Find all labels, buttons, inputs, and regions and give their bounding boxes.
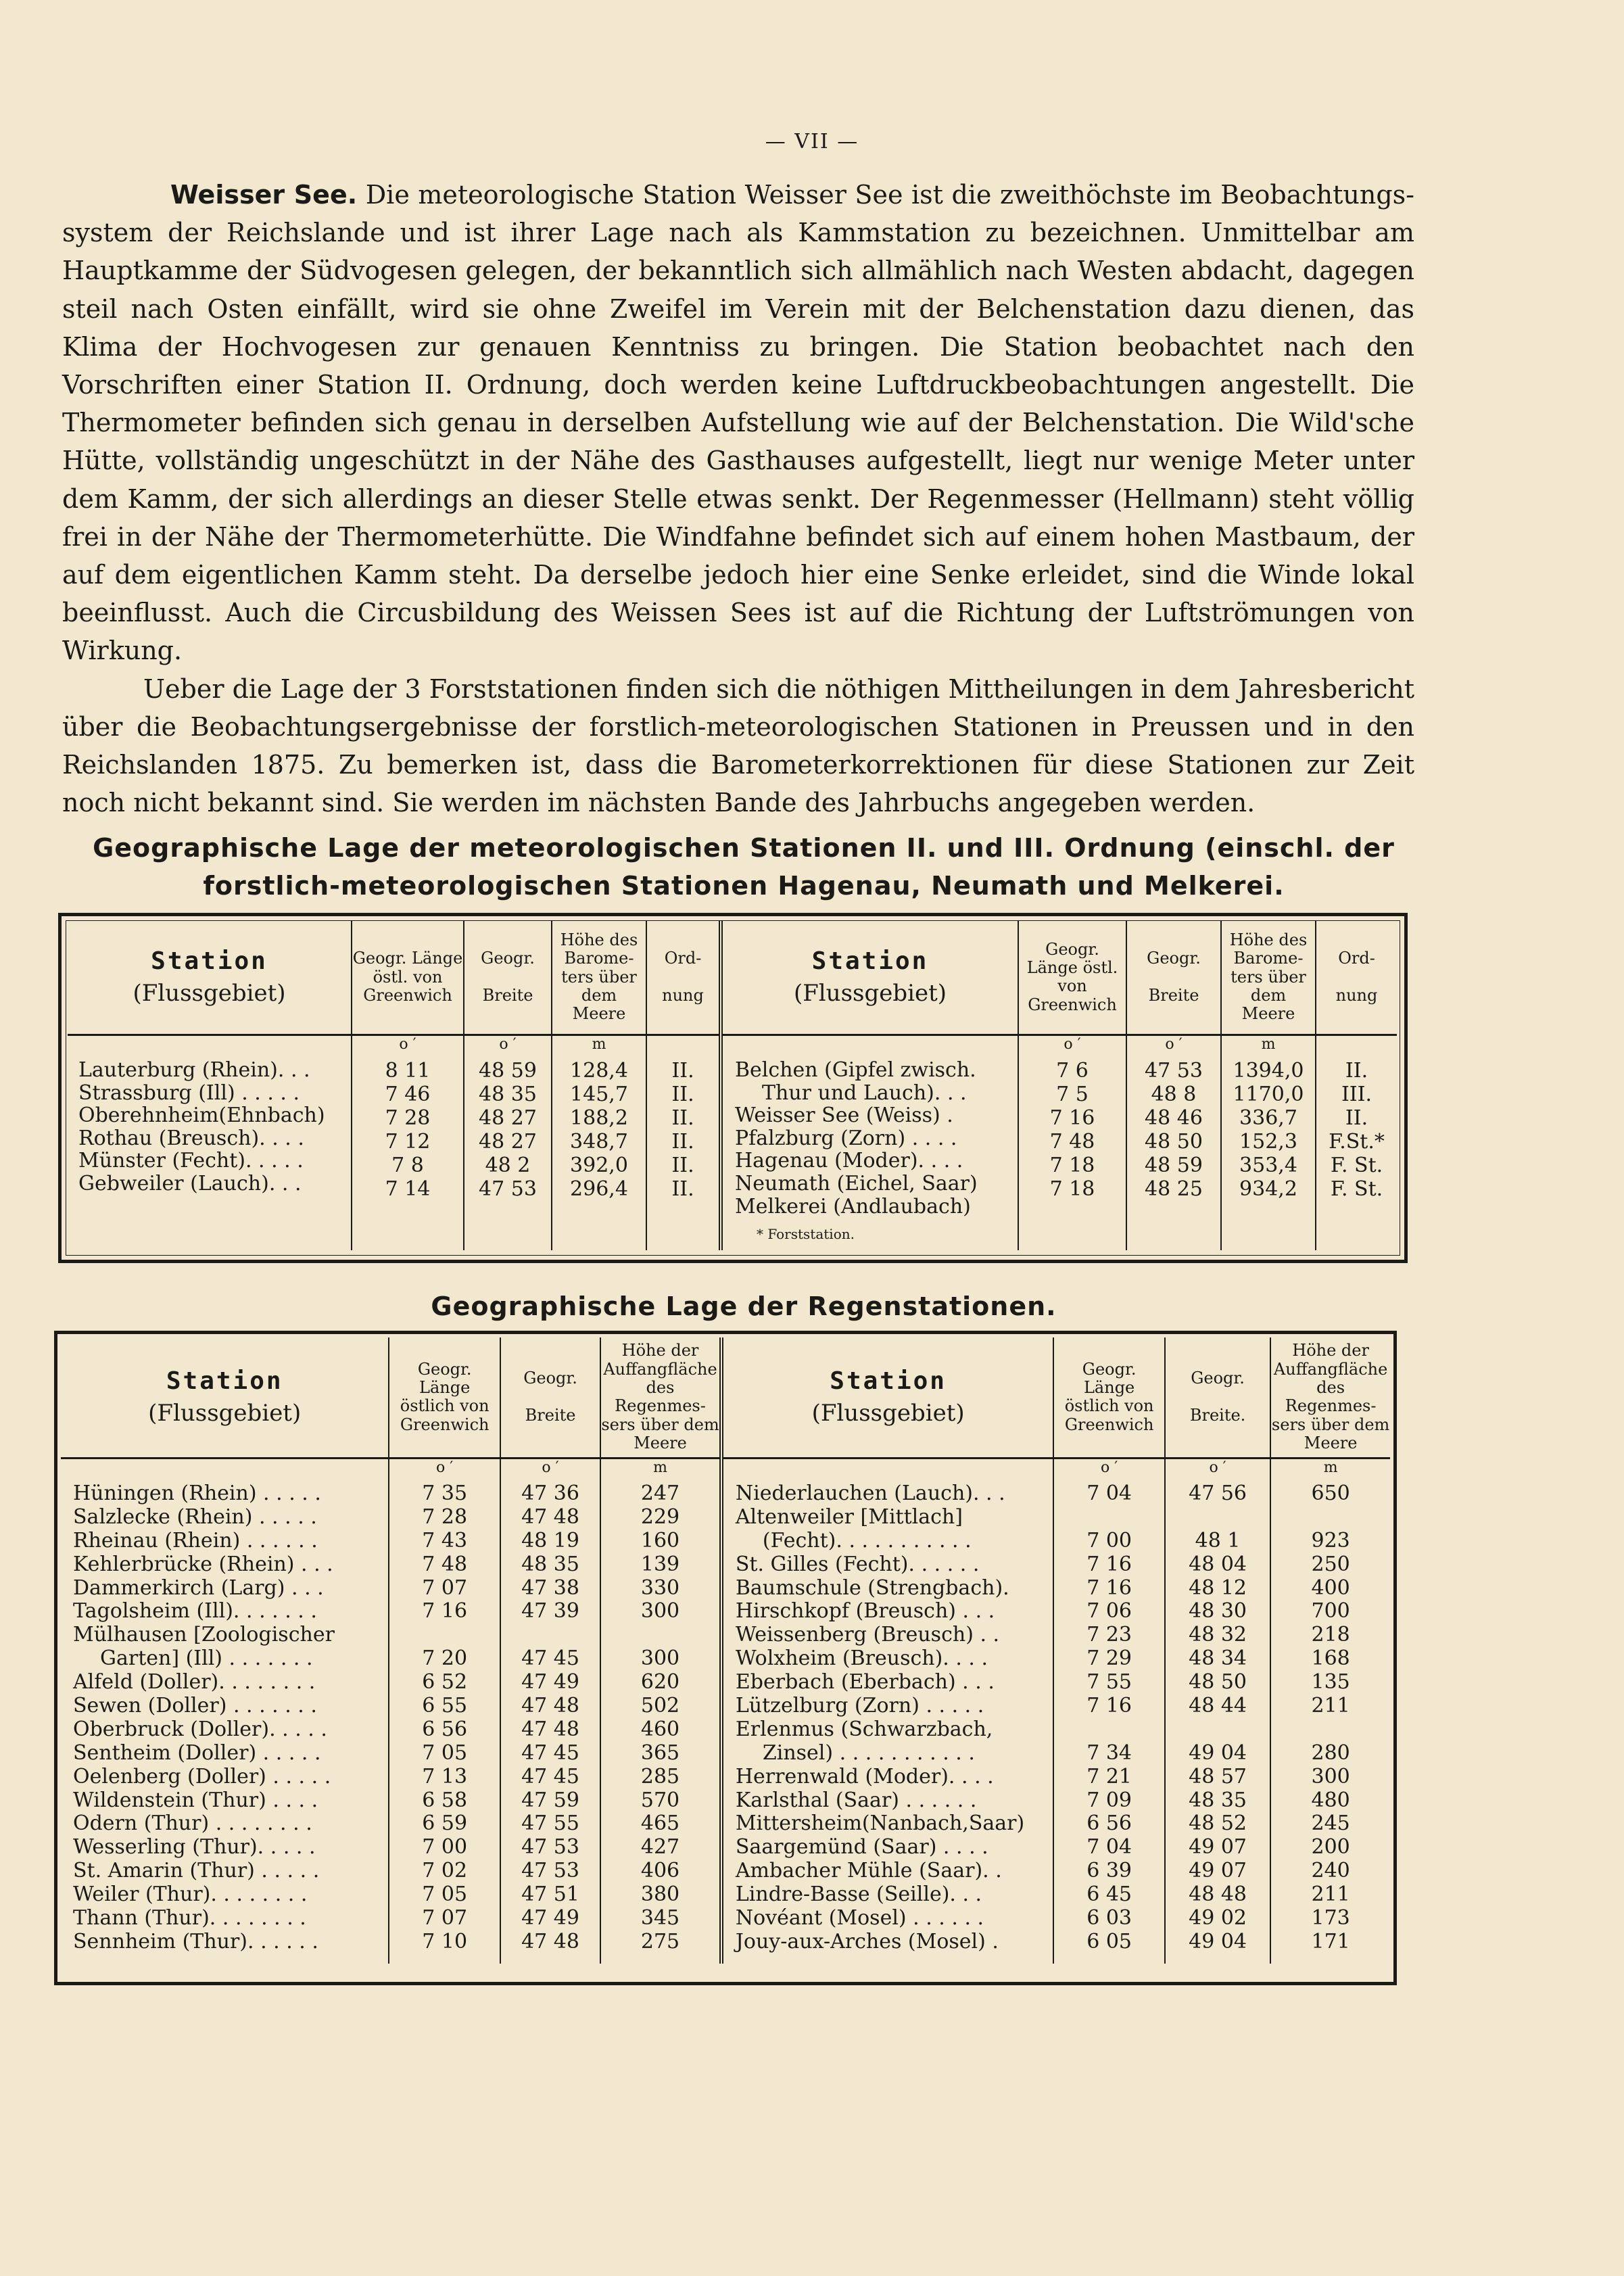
hoehe-cell-right: 300 (1311, 1764, 1350, 1788)
hoehe-cell: 188,2 (570, 1106, 628, 1130)
breite-cell-right: 48 1 (1195, 1528, 1241, 1552)
hoehe-cell-right: 923 (1311, 1528, 1350, 1552)
station-cell: Kehlerbrücke (Rhein) . . . (73, 1552, 333, 1576)
breite-cell: 47 53 (479, 1177, 537, 1201)
station-list-right (721, 1059, 1018, 1218)
laenge-cell: 7 28 (422, 1504, 468, 1529)
laenge-cell: 7 43 (422, 1528, 468, 1552)
laenge-cell-right: 7 21 (1086, 1764, 1132, 1788)
hoehe-cell-right: 250 (1311, 1552, 1350, 1576)
breite-cell: 47 38 (521, 1575, 579, 1600)
laenge-cell: 7 07 (422, 1575, 468, 1600)
hoehe-cell: 128,4 (570, 1059, 628, 1083)
laenge-cell-right: 6 56 (1086, 1811, 1132, 1836)
breite-cell: 47 53 (521, 1835, 579, 1859)
laenge-cell: 6 56 (422, 1717, 468, 1741)
laenge-cell-right: 7 6 (1056, 1059, 1089, 1083)
station-cell-right: Thur und Lauch). . . (762, 1081, 967, 1105)
hoehe-cell-right: 700 (1311, 1599, 1350, 1623)
hoehe-cell-right: 200 (1311, 1835, 1350, 1859)
laenge-cell-right: 7 04 (1086, 1835, 1132, 1859)
station-cell: Mülhausen [Zoologischer (73, 1623, 335, 1647)
unit-meter: m (1221, 1035, 1316, 1059)
col-station: Station (Flussgebiet) (61, 1337, 389, 1458)
station-cell-right: (Fecht). . . . . . . . . . . (762, 1528, 972, 1552)
col-laenge-right: Geogr. Länge östl. von Greenwich (1018, 921, 1126, 1035)
hoehe-cell: 427 (640, 1835, 680, 1859)
hoehe-list (552, 1059, 646, 1218)
laenge-cell: 7 35 (422, 1481, 468, 1505)
laenge-cell-right: 6 03 (1086, 1906, 1132, 1930)
laenge-cell-right: 7 09 (1086, 1788, 1132, 1812)
breite-cell-right: 48 46 (1145, 1106, 1203, 1130)
col-station-right: Station (Flussgebiet) (721, 1337, 1054, 1458)
unit-deg-min: o ′ (1018, 1035, 1126, 1059)
station-cell: Gebweiler (Lauch). . . (78, 1171, 302, 1195)
station-cell: Oberbruck (Doller). . . . . (73, 1717, 327, 1741)
station-cell-right: Eberbach (Eberbach) . . . (735, 1670, 995, 1694)
breite-cell: 48 27 (479, 1130, 537, 1154)
unit-deg-min: o ′ (500, 1458, 600, 1482)
breite-cell: 47 49 (521, 1670, 579, 1694)
station-list-right (721, 1482, 1054, 1964)
breite-cell: 47 48 (521, 1717, 579, 1741)
hoehe-cell: 345 (640, 1906, 680, 1930)
breite-cell: 48 35 (521, 1552, 579, 1576)
unit-deg-min: o ′ (464, 1035, 552, 1059)
hoehe-cell: 365 (640, 1740, 680, 1765)
hoehe-cell: 160 (640, 1528, 680, 1552)
paragraph-text: Ueber die Lage der 3 Forststationen finden sich die nöthigen Mittheilungen in dem Jahresbericht über die Beobachtungsergebnisse der forstlich-meteorologischen Stationen in Preussen und in den Reichslanden 1875. Zu bemerken ist, dass die Barometerkorrektionen für diese Stationen zur Zeit noch nicht bekannt sind. Sie werden im nächsten Bande des Jahrbuchs angegeben werden. (62, 673, 1414, 818)
col-hoehe: Höhe der Auffangfläche des Regenmessers über dem Meere (600, 1337, 721, 1458)
station-cell-right: Jouy-aux-Arches (Mosel) . (735, 1929, 999, 1953)
laenge-cell: 6 59 (422, 1811, 468, 1836)
table2 (61, 1337, 1390, 1964)
breite-list-right (1126, 1059, 1221, 1218)
station-cell: Sewen (Doller) . . . . . . . (73, 1694, 317, 1718)
col-hoehe-right: Höhe der Auffangfläche des Regenmessers über dem Meere (1270, 1337, 1390, 1458)
breite-cell-right: 48 04 (1189, 1552, 1247, 1576)
unit-meter: m (552, 1035, 646, 1059)
laenge-cell: 7 14 (385, 1177, 431, 1201)
breite-cell-right: 48 48 (1189, 1882, 1247, 1907)
col-breite: Geogr. Breite (464, 921, 552, 1035)
unit-deg-min: o ′ (389, 1458, 500, 1482)
laenge-cell: 7 48 (422, 1552, 468, 1576)
hoehe-cell-right: 211 (1311, 1882, 1350, 1907)
laenge-list-right (1053, 1482, 1165, 1964)
breite-cell-right: 48 59 (1145, 1154, 1203, 1177)
breite-cell-right: 49 02 (1189, 1906, 1247, 1930)
station-cell: Strassburg (Ill) . . . . . (78, 1081, 300, 1105)
ordnung-cell-right: II. (1345, 1059, 1368, 1083)
laenge-cell: 7 13 (422, 1764, 468, 1788)
hoehe-list-right (1221, 1059, 1316, 1218)
station-cell: Tagolsheim (Ill). . . . . . . (73, 1599, 317, 1623)
laenge-cell-right: 6 45 (1086, 1882, 1132, 1907)
station-cell: Oelenberg (Doller) . . . . . (73, 1764, 331, 1788)
breite-cell: 47 36 (521, 1481, 579, 1505)
laenge-cell: 7 20 (422, 1646, 468, 1671)
station-cell-right: St. Gilles (Fecht). . . . . . (735, 1552, 980, 1576)
laenge-cell (389, 1623, 500, 1647)
laenge-cell: 7 05 (422, 1882, 468, 1907)
station-cell-right: Erlenmus (Schwarzbach, (735, 1717, 993, 1741)
station-cell-right: Belchen (Gipfel zwisch. (735, 1058, 976, 1082)
breite-cell: 47 45 (521, 1646, 579, 1671)
station-cell-right: Melkerei (Andlaubach) (735, 1194, 971, 1218)
table2-units-row (61, 1458, 1390, 1482)
hoehe-cell-right: 168 (1311, 1646, 1350, 1671)
col-ordnung-right: Ord- nung (1316, 921, 1397, 1035)
laenge-cell-right: 7 29 (1086, 1646, 1132, 1671)
table2-title: Geographische Lage der Regenstationen. (431, 1291, 1057, 1321)
unit-deg-min: o ′ (1126, 1035, 1221, 1059)
hoehe-cell: 300 (640, 1646, 680, 1671)
laenge-cell-right: 7 04 (1086, 1481, 1132, 1505)
hoehe-list (600, 1482, 721, 1964)
hoehe-cell: 285 (640, 1764, 680, 1788)
laenge-cell-right (1054, 1718, 1164, 1742)
station-cell-right: Lindre-Basse (Seille). . . (735, 1882, 982, 1907)
breite-cell: 47 55 (521, 1811, 579, 1836)
station-cell-right: Hirschkopf (Breusch) . . . (735, 1599, 995, 1623)
laenge-list-right (1018, 1059, 1126, 1218)
laenge-cell-right: 7 16 (1086, 1575, 1132, 1600)
laenge-cell-right: 6 05 (1086, 1929, 1132, 1953)
hoehe-cell-right: 280 (1311, 1740, 1350, 1765)
col-station: Station (Flussgebiet) (68, 921, 352, 1035)
ordnung-cell: II. (671, 1130, 694, 1154)
hoehe-cell: 145,7 (570, 1083, 628, 1106)
station-cell-right: Herrenwald (Moder). . . . (735, 1764, 994, 1788)
hoehe-cell-right: 152,3 (1239, 1130, 1297, 1154)
hoehe-cell: 330 (640, 1575, 680, 1600)
station-cell: Salzlecke (Rhein) . . . . . (73, 1504, 317, 1529)
ordnung-cell: II. (671, 1083, 694, 1106)
breite-cell: 48 59 (479, 1059, 537, 1083)
table1-units-row (68, 1035, 1397, 1059)
laenge-cell: 7 28 (385, 1106, 431, 1130)
hoehe-cell-right: 218 (1311, 1623, 1350, 1647)
hoehe-cell: 502 (640, 1694, 680, 1718)
hoehe-cell-right: 245 (1311, 1811, 1350, 1836)
station-cell: Thann (Thur). . . . . . . . (73, 1906, 306, 1930)
hoehe-cell (601, 1623, 719, 1647)
hoehe-cell-right: 650 (1311, 1481, 1350, 1505)
table1-body-row (68, 1059, 1397, 1218)
breite-cell-right: 48 50 (1189, 1670, 1247, 1694)
breite-cell-right: 47 56 (1189, 1481, 1247, 1505)
col-ordnung: Ord- nung (646, 921, 721, 1035)
paragraph-lead: Weisser See. (170, 180, 358, 210)
footnote: * Forststation. (721, 1218, 1018, 1250)
breite-cell: 47 51 (521, 1882, 579, 1907)
station-cell: Münster (Fecht). . . . . (78, 1149, 304, 1173)
unit-deg-min: o ′ (352, 1035, 464, 1059)
col-breite-right: Geogr. Breite. (1165, 1337, 1270, 1458)
laenge-cell-right: 7 55 (1086, 1670, 1132, 1694)
breite-cell (501, 1623, 600, 1647)
laenge-cell: 7 8 (391, 1154, 424, 1177)
station-cell-right: Ambacher Mühle (Saar). . (735, 1859, 1002, 1883)
station-cell-right: Weissenberg (Breusch) . . (735, 1623, 1000, 1647)
laenge-cell: 7 05 (422, 1740, 468, 1765)
station-cell-right: Pfalzburg (Zorn) . . . . (735, 1126, 957, 1150)
laenge-cell: 7 16 (422, 1599, 468, 1623)
ordnung-cell: II. (671, 1106, 694, 1130)
laenge-cell: 7 00 (422, 1835, 468, 1859)
page-number: — VII — (765, 130, 859, 153)
station-cell: Alfeld (Doller). . . . . . . . (73, 1670, 316, 1694)
ordnung-cell: II. (671, 1154, 694, 1177)
col-station-right: Station (Flussgebiet) (721, 921, 1018, 1035)
hoehe-cell: 570 (640, 1788, 680, 1812)
col-hoehe: Höhe des Barometers über dem Meere (552, 921, 646, 1035)
laenge-cell-right: 7 16 (1086, 1694, 1132, 1718)
table1-title (54, 829, 1433, 905)
hoehe-cell: 247 (640, 1481, 680, 1505)
breite-cell: 48 35 (479, 1083, 537, 1106)
station-cell-right: Wolxheim (Breusch). . . . (735, 1646, 988, 1671)
hoehe-cell: 348,7 (570, 1130, 628, 1154)
laenge-cell-right: 7 18 (1049, 1154, 1095, 1177)
hoehe-cell: 465 (640, 1811, 680, 1836)
breite-cell: 48 27 (479, 1106, 537, 1130)
table1-footnote-row (68, 1218, 1397, 1250)
station-cell-right: Weisser See (Weiss) . (735, 1104, 953, 1128)
ordnung-cell: II. (671, 1059, 694, 1083)
laenge-cell: 6 58 (422, 1788, 468, 1812)
station-cell: Sentheim (Doller) . . . . . (73, 1740, 321, 1765)
station-cell-right: Karlsthal (Saar) . . . . . . (735, 1788, 977, 1812)
breite-cell-right: 48 32 (1189, 1623, 1247, 1647)
hoehe-cell: 460 (640, 1717, 680, 1741)
hoehe-cell-right: 135 (1311, 1670, 1350, 1694)
station-cell: Weiler (Thur). . . . . . . . (73, 1882, 308, 1907)
hoehe-cell-right: 400 (1311, 1575, 1350, 1600)
hoehe-cell-right: 934,2 (1239, 1177, 1297, 1201)
hoehe-cell-right (1271, 1506, 1390, 1530)
ordnung-cell-right: F. St. (1330, 1177, 1383, 1201)
laenge-cell-right: 7 18 (1049, 1177, 1095, 1201)
unit-deg-min: o ′ (1053, 1458, 1165, 1482)
hoehe-cell-right: 336,7 (1239, 1106, 1297, 1130)
ordnung-cell-right: II. (1345, 1106, 1368, 1130)
breite-list (500, 1482, 600, 1964)
laenge-cell: 7 46 (385, 1083, 431, 1106)
laenge-cell-right: 7 48 (1049, 1130, 1095, 1154)
paragraph-forststationen (62, 670, 1414, 822)
ordnung-cell-right: III. (1341, 1083, 1372, 1106)
ordnung-list (646, 1059, 721, 1218)
ordnung-cell: II. (671, 1177, 694, 1201)
station-cell-right: Baumschule (Strengbach). (735, 1575, 1009, 1600)
station-cell: Odern (Thur) . . . . . . . . (73, 1811, 312, 1836)
station-cell: Sennheim (Thur). . . . . . (73, 1929, 318, 1953)
unit-meter: m (600, 1458, 721, 1482)
hoehe-cell-right: 240 (1311, 1859, 1350, 1883)
station-cell: Dammerkirch (Larg) . . . (73, 1575, 324, 1600)
station-cell: Garten] (Ill) . . . . . . . (100, 1646, 313, 1671)
station-cell-right: Zinsel) . . . . . . . . . . . (762, 1740, 975, 1765)
hoehe-cell: 380 (640, 1882, 680, 1907)
breite-cell-right: 48 34 (1189, 1646, 1247, 1671)
hoehe-cell: 300 (640, 1599, 680, 1623)
laenge-list (389, 1482, 500, 1964)
breite-cell-right (1166, 1506, 1270, 1530)
hoehe-cell: 296,4 (570, 1177, 628, 1201)
laenge-cell: 7 10 (422, 1929, 468, 1953)
unit-deg-min: o ′ (1165, 1458, 1270, 1482)
unit-meter: m (1270, 1458, 1390, 1482)
station-cell: Rheinau (Rhein) . . . . . . (73, 1528, 318, 1552)
ordnung-cell-right: F.St.* (1329, 1130, 1385, 1154)
breite-cell: 47 53 (521, 1859, 579, 1883)
breite-cell-right: 49 04 (1189, 1740, 1247, 1765)
station-cell-right: Mittersheim(Nanbach,Saar) (735, 1811, 1025, 1836)
laenge-cell: 8 11 (385, 1059, 431, 1083)
station-cell: Wesserling (Thur). . . . . (73, 1835, 316, 1859)
laenge-cell-right: 7 06 (1086, 1599, 1132, 1623)
station-cell: Lauterburg (Rhein). . . (78, 1058, 310, 1082)
breite-cell: 47 48 (521, 1929, 579, 1953)
station-cell-right: Novéant (Mosel) . . . . . . (735, 1906, 984, 1930)
hoehe-cell: 139 (640, 1552, 680, 1576)
breite-cell: 48 19 (521, 1528, 579, 1552)
station-list (68, 1059, 352, 1218)
breite-cell-right: 48 12 (1189, 1575, 1247, 1600)
hoehe-cell: 620 (640, 1670, 680, 1694)
body-text (62, 176, 1414, 822)
hoehe-cell: 275 (640, 1929, 680, 1953)
col-laenge: Geogr. Länge östlich von Greenwich (389, 1337, 500, 1458)
laenge-cell-right: 7 23 (1086, 1623, 1132, 1647)
station-cell-right: Hagenau (Moder). . . . (735, 1149, 963, 1173)
breite-cell-right: 48 30 (1189, 1599, 1247, 1623)
laenge-cell-right: 7 5 (1056, 1083, 1089, 1106)
laenge-cell-right: 7 16 (1049, 1106, 1095, 1130)
station-cell-right: Lützelburg (Zorn) . . . . . (735, 1694, 984, 1718)
table2-body-row (61, 1482, 1390, 1964)
breite-cell: 47 48 (521, 1504, 579, 1529)
table1-header-row (68, 921, 1397, 1035)
laenge-cell: 7 07 (422, 1906, 468, 1930)
breite-cell-right (1166, 1718, 1270, 1742)
breite-cell-right: 49 07 (1189, 1835, 1247, 1859)
breite-cell-right: 48 44 (1189, 1694, 1247, 1718)
laenge-cell-right: 7 34 (1086, 1740, 1132, 1765)
hoehe-cell: 406 (640, 1859, 680, 1883)
station-cell: St. Amarin (Thur) . . . . . (73, 1859, 320, 1883)
station-cell-right: Saargemünd (Saar) . . . . (735, 1835, 988, 1859)
station-list (61, 1482, 389, 1964)
breite-cell: 48 2 (485, 1154, 531, 1177)
col-hoehe-right: Höhe des Barometers über dem Meere (1221, 921, 1316, 1035)
col-breite: Geogr. Breite (500, 1337, 600, 1458)
breite-cell: 47 45 (521, 1740, 579, 1765)
station-cell: Hüningen (Rhein) . . . . . (73, 1481, 321, 1505)
station-cell-right: Neumath (Eichel, Saar) (735, 1171, 978, 1195)
laenge-cell-right: 7 00 (1086, 1528, 1132, 1552)
laenge-list (352, 1059, 464, 1218)
breite-list-right (1165, 1482, 1270, 1964)
hoehe-cell-right: 1170,0 (1233, 1083, 1304, 1106)
table2-header-row (61, 1337, 1390, 1458)
breite-cell: 47 48 (521, 1694, 579, 1718)
hoehe-cell: 392,0 (570, 1154, 628, 1177)
laenge-cell: 6 55 (422, 1694, 468, 1718)
station-cell-right: Altenweiler [Mittlach] (735, 1504, 963, 1529)
hoehe-cell-right: 211 (1311, 1694, 1350, 1718)
breite-cell: 47 39 (521, 1599, 579, 1623)
hoehe-cell-right: 353,4 (1239, 1154, 1297, 1177)
hoehe-cell-right: 173 (1311, 1906, 1350, 1930)
hoehe-cell-right: 480 (1311, 1788, 1350, 1812)
breite-cell-right: 47 53 (1145, 1059, 1203, 1083)
col-laenge-right: Geogr. Länge östlich von Greenwich (1053, 1337, 1165, 1458)
breite-cell-right: 49 04 (1189, 1929, 1247, 1953)
breite-cell: 47 49 (521, 1906, 579, 1930)
laenge-cell-right: 7 16 (1086, 1552, 1132, 1576)
breite-list (464, 1059, 552, 1218)
station-cell: Wildenstein (Thur) . . . . (73, 1788, 318, 1812)
paragraph-weisser-see (62, 176, 1414, 670)
breite-cell-right: 48 50 (1145, 1130, 1203, 1154)
laenge-cell: 6 52 (422, 1670, 468, 1694)
col-laenge: Geogr. Länge östl. von Greenwich (352, 921, 464, 1035)
breite-cell-right: 48 57 (1189, 1764, 1247, 1788)
laenge-cell: 7 12 (385, 1130, 431, 1154)
table1-title-line1: Geographische Lage der meteorologischen Stationen II. und III. Ordnung (einschl. der (93, 833, 1395, 863)
breite-cell-right: 49 07 (1189, 1859, 1247, 1883)
breite-cell-right: 48 35 (1189, 1788, 1247, 1812)
laenge-cell-right (1054, 1506, 1164, 1530)
col-breite-right: Geogr. Breite (1126, 921, 1221, 1035)
breite-cell-right: 48 25 (1145, 1177, 1203, 1201)
hoehe-cell-right (1271, 1718, 1390, 1742)
hoehe-cell: 229 (640, 1504, 680, 1529)
table1 (68, 921, 1397, 1250)
hoehe-list-right (1270, 1482, 1390, 1964)
paragraph-text: Die meteorologische Station Weisser See ist die zweithöchste im Beobachtungssystem der Reichslande und ist ihrer Lage nach als Kammstation zu bezeichnen. Unmittelbar am Hauptkamme der Südvogesen gelegen, der bekanntlich sich allmählich nach Westen abdacht, dagegen steil nach Osten einfällt, wird sie ohne Zweifel im Verein mit der Belchenstation dazu dienen, das Klima der Hochvogesen zur genauen Kenntniss zu bringen. Die Station beobachtet nach den Vorschriften einer Station II. Ordnung, doch werden keine Luftdruckbeobachtungen angestellt. Die Thermometer befinden sich genau in derselben Aufstellung wie auf der Belchenstation. Die Wild'sche Hütte, vollständig ungeschützt in der Nähe des Gasthauses aufgestellt, liegt nur wenige Meter unter dem Kamm, der sich allerdings an dieser Stelle etwas senkt. Der Regenmesser (Hellmann) steht völlig frei in der Nähe der Thermometerhütte. Die Windfahne befindet sich auf einem hohen Mastbaum, der auf dem eigentlichen Kamm steht. Da derselbe jedoch hier eine Senke erleidet, sind die Winde lokal beeinflusst. Auch die Circusbildung des Weissen Sees ist auf die Richtung der Luftströmungen von Wirkung. (62, 180, 1414, 666)
laenge-cell-right: 6 39 (1086, 1859, 1132, 1883)
breite-cell: 47 45 (521, 1764, 579, 1788)
table1-title-line2: forstlich-meteorologischen Stationen Hagenau, Neumath und Melkerei. (203, 871, 1285, 901)
ordnung-cell-right: F. St. (1330, 1154, 1383, 1177)
breite-cell-right: 48 52 (1189, 1811, 1247, 1836)
laenge-cell: 7 02 (422, 1859, 468, 1883)
station-cell: Rothau (Breusch). . . . (78, 1126, 304, 1150)
breite-cell-right: 48 8 (1151, 1083, 1197, 1106)
hoehe-cell-right: 171 (1311, 1929, 1350, 1953)
breite-cell: 47 59 (521, 1788, 579, 1812)
station-cell-right: Niederlauchen (Lauch). . . (735, 1481, 1005, 1505)
ordnung-list-right (1316, 1059, 1397, 1218)
station-cell: Oberehnheim(Ehnbach) (78, 1104, 325, 1128)
hoehe-cell-right: 1394,0 (1233, 1059, 1304, 1083)
